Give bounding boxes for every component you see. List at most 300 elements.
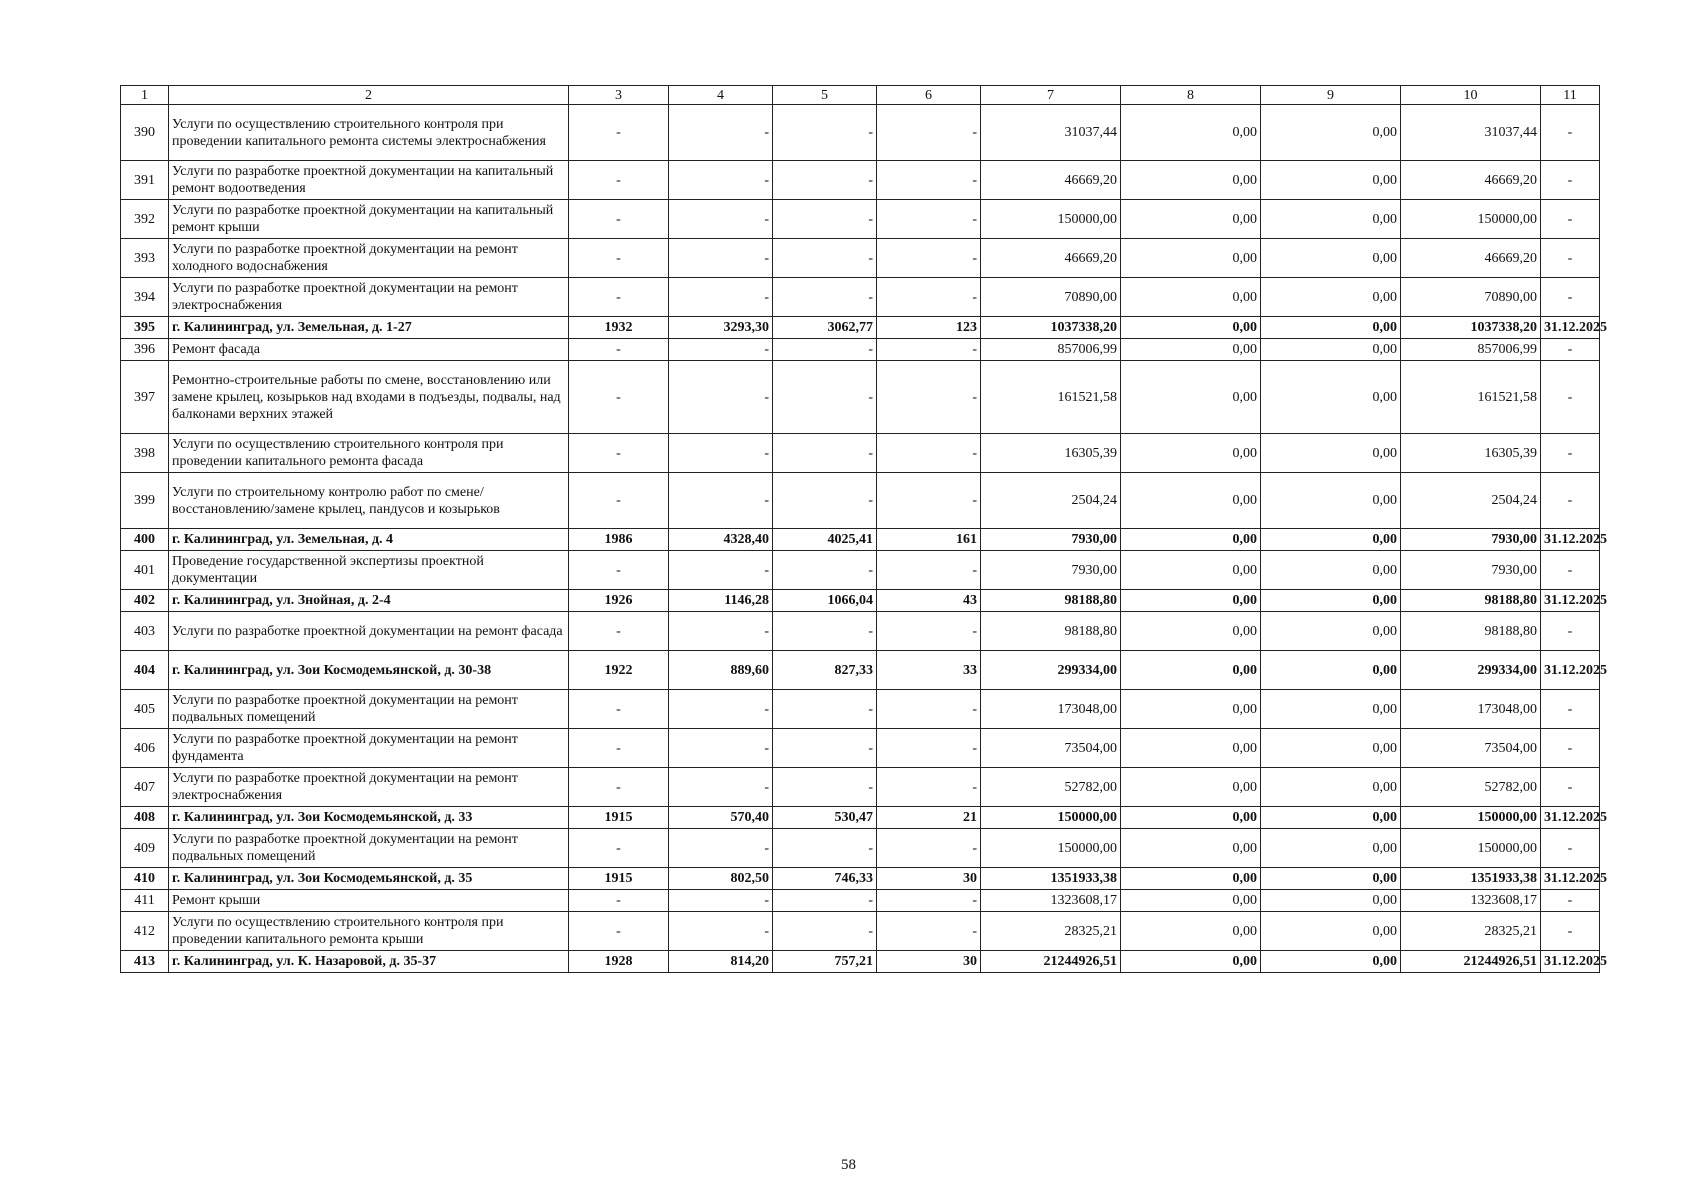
row-cost-col9: 0,00	[1261, 339, 1401, 361]
row-total-cost: 21244926,51	[981, 951, 1121, 973]
row-year: -	[569, 200, 669, 239]
row-year: -	[569, 473, 669, 529]
address-row	[121, 317, 1600, 339]
row-year: 1915	[569, 868, 669, 890]
row-cost-col9: 0,00	[1261, 590, 1401, 612]
row-description: Ремонт фасада	[169, 339, 569, 361]
row-residents: -	[877, 829, 981, 868]
row-number: 390	[121, 105, 169, 161]
row-total-area: -	[669, 890, 773, 912]
row-year: -	[569, 612, 669, 651]
row-deadline: -	[1541, 339, 1600, 361]
row-living-area: -	[773, 551, 877, 590]
row-living-area: -	[773, 768, 877, 807]
row-description: Услуги по разработке проектной документации на ремонт фундамента	[169, 729, 569, 768]
row-total-cost: 70890,00	[981, 278, 1121, 317]
row-deadline: -	[1541, 105, 1600, 161]
address-row	[121, 651, 1600, 690]
row-description: Услуги по разработке проектной документации на капитальный ремонт водоотведения	[169, 161, 569, 200]
row-deadline: -	[1541, 612, 1600, 651]
row-total-cost: 73504,00	[981, 729, 1121, 768]
row-cost-col9: 0,00	[1261, 105, 1401, 161]
row-cost-col9: 0,00	[1261, 690, 1401, 729]
row-cost-col9: 0,00	[1261, 829, 1401, 868]
row-living-area: -	[773, 434, 877, 473]
row-living-area: 4025,41	[773, 529, 877, 551]
row-year: -	[569, 278, 669, 317]
row-description: Услуги по строительному контролю работ по смене/восстановлению/замене крылец, пандусов и козырьков	[169, 473, 569, 529]
work-row	[121, 200, 1600, 239]
row-description: Услуги по осуществлению строительного контроля при проведении капитального ремонта системы электроснабжения	[169, 105, 569, 161]
row-total-area: -	[669, 768, 773, 807]
row-deadline: -	[1541, 729, 1600, 768]
row-residents: -	[877, 473, 981, 529]
row-deadline: 31.12.2025	[1541, 590, 1600, 612]
row-total-area: 570,40	[669, 807, 773, 829]
work-row	[121, 890, 1600, 912]
row-residents: -	[877, 690, 981, 729]
row-year: -	[569, 890, 669, 912]
row-deadline: -	[1541, 690, 1600, 729]
row-residents: 123	[877, 317, 981, 339]
row-cost-col9: 0,00	[1261, 729, 1401, 768]
column-header-6: 6	[877, 86, 981, 105]
work-row	[121, 729, 1600, 768]
row-cost-col9: 0,00	[1261, 951, 1401, 973]
row-residents: -	[877, 890, 981, 912]
row-description: Проведение государственной экспертизы проектной документации	[169, 551, 569, 590]
row-total-cost: 98188,80	[981, 612, 1121, 651]
row-number: 404	[121, 651, 169, 690]
work-row	[121, 551, 1600, 590]
work-row	[121, 161, 1600, 200]
row-description: Услуги по разработке проектной документации на ремонт электроснабжения	[169, 278, 569, 317]
column-header-8: 8	[1121, 86, 1261, 105]
work-row	[121, 105, 1600, 161]
row-cost-col10: 98188,80	[1401, 612, 1541, 651]
row-cost-col10: 857006,99	[1401, 339, 1541, 361]
row-description: Услуги по разработке проектной документации на ремонт подвальных помещений	[169, 829, 569, 868]
row-total-cost: 150000,00	[981, 829, 1121, 868]
row-number: 394	[121, 278, 169, 317]
row-cost-col8: 0,00	[1121, 690, 1261, 729]
row-deadline: 31.12.2025	[1541, 529, 1600, 551]
row-cost-col10: 1351933,38	[1401, 868, 1541, 890]
row-total-area: 814,20	[669, 951, 773, 973]
row-number: 408	[121, 807, 169, 829]
row-total-area: -	[669, 161, 773, 200]
address-row	[121, 951, 1600, 973]
row-cost-col8: 0,00	[1121, 868, 1261, 890]
row-total-area: -	[669, 729, 773, 768]
row-residents: 30	[877, 951, 981, 973]
row-cost-col10: 173048,00	[1401, 690, 1541, 729]
row-number: 409	[121, 829, 169, 868]
row-cost-col10: 299334,00	[1401, 651, 1541, 690]
row-description: Услуги по осуществлению строительного контроля при проведении капитального ремонта крыши	[169, 912, 569, 951]
row-cost-col8: 0,00	[1121, 239, 1261, 278]
row-cost-col8: 0,00	[1121, 829, 1261, 868]
work-row	[121, 768, 1600, 807]
row-deadline: -	[1541, 473, 1600, 529]
column-header-1: 1	[121, 86, 169, 105]
work-row	[121, 912, 1600, 951]
work-row	[121, 339, 1600, 361]
row-residents: -	[877, 105, 981, 161]
row-year: 1922	[569, 651, 669, 690]
row-living-area: -	[773, 729, 877, 768]
row-living-area: -	[773, 612, 877, 651]
row-description: г. Калининград, ул. Зои Космодемьянской, д. 35	[169, 868, 569, 890]
row-total-cost: 31037,44	[981, 105, 1121, 161]
row-number: 413	[121, 951, 169, 973]
row-cost-col8: 0,00	[1121, 551, 1261, 590]
row-year: -	[569, 434, 669, 473]
row-cost-col10: 70890,00	[1401, 278, 1541, 317]
row-cost-col8: 0,00	[1121, 807, 1261, 829]
row-living-area: -	[773, 690, 877, 729]
row-number: 403	[121, 612, 169, 651]
row-deadline: -	[1541, 278, 1600, 317]
row-total-area: -	[669, 339, 773, 361]
column-header-3: 3	[569, 86, 669, 105]
row-total-cost: 52782,00	[981, 768, 1121, 807]
column-header-10: 10	[1401, 86, 1541, 105]
row-cost-col9: 0,00	[1261, 551, 1401, 590]
row-description: Услуги по осуществлению строительного контроля при проведении капитального ремонта фасада	[169, 434, 569, 473]
row-cost-col8: 0,00	[1121, 529, 1261, 551]
work-row	[121, 239, 1600, 278]
row-deadline: -	[1541, 768, 1600, 807]
row-description: г. Калининград, ул. Зои Космодемьянской, д. 30-38	[169, 651, 569, 690]
row-cost-col9: 0,00	[1261, 807, 1401, 829]
row-total-area: -	[669, 690, 773, 729]
row-description: Ремонтно-строительные работы по смене, восстановлению или замене крылец, козырьков над входами в подъезды, подвалы, над балконами верхних этажей	[169, 361, 569, 434]
row-deadline: -	[1541, 829, 1600, 868]
row-residents: -	[877, 239, 981, 278]
row-number: 399	[121, 473, 169, 529]
work-row	[121, 473, 1600, 529]
row-cost-col9: 0,00	[1261, 473, 1401, 529]
work-row	[121, 361, 1600, 434]
row-total-cost: 46669,20	[981, 161, 1121, 200]
row-total-cost: 173048,00	[981, 690, 1121, 729]
row-total-cost: 1351933,38	[981, 868, 1121, 890]
work-row	[121, 690, 1600, 729]
row-living-area: -	[773, 278, 877, 317]
row-cost-col8: 0,00	[1121, 278, 1261, 317]
row-living-area: -	[773, 890, 877, 912]
column-header-4: 4	[669, 86, 773, 105]
row-year: -	[569, 339, 669, 361]
row-year: -	[569, 690, 669, 729]
row-living-area: 827,33	[773, 651, 877, 690]
row-residents: -	[877, 612, 981, 651]
row-cost-col10: 150000,00	[1401, 807, 1541, 829]
row-total-area: 802,50	[669, 868, 773, 890]
row-total-cost: 16305,39	[981, 434, 1121, 473]
row-number: 406	[121, 729, 169, 768]
row-cost-col8: 0,00	[1121, 951, 1261, 973]
row-cost-col10: 46669,20	[1401, 161, 1541, 200]
page-number: 58	[841, 1157, 856, 1173]
row-total-area: -	[669, 278, 773, 317]
row-cost-col8: 0,00	[1121, 473, 1261, 529]
row-living-area: -	[773, 200, 877, 239]
row-residents: -	[877, 768, 981, 807]
row-deadline: 31.12.2025	[1541, 951, 1600, 973]
row-total-area: -	[669, 612, 773, 651]
row-cost-col9: 0,00	[1261, 529, 1401, 551]
works-table	[120, 85, 1607, 973]
row-year: -	[569, 912, 669, 951]
column-number-row	[121, 86, 1600, 105]
column-header-7: 7	[981, 86, 1121, 105]
row-description: Ремонт крыши	[169, 890, 569, 912]
row-year: 1986	[569, 529, 669, 551]
row-deadline: -	[1541, 890, 1600, 912]
row-number: 411	[121, 890, 169, 912]
row-residents: -	[877, 551, 981, 590]
row-total-area: 4328,40	[669, 529, 773, 551]
row-number: 405	[121, 690, 169, 729]
row-deadline: -	[1541, 912, 1600, 951]
table-body	[121, 86, 1607, 973]
row-description: г. Калининград, ул. Земельная, д. 4	[169, 529, 569, 551]
row-cost-col8: 0,00	[1121, 729, 1261, 768]
row-number: 395	[121, 317, 169, 339]
row-residents: -	[877, 339, 981, 361]
address-row	[121, 868, 1600, 890]
row-number: 392	[121, 200, 169, 239]
row-total-area: -	[669, 912, 773, 951]
row-number: 401	[121, 551, 169, 590]
row-cost-col9: 0,00	[1261, 200, 1401, 239]
row-living-area: 1066,04	[773, 590, 877, 612]
row-total-cost: 1323608,17	[981, 890, 1121, 912]
row-cost-col8: 0,00	[1121, 768, 1261, 807]
row-year: -	[569, 729, 669, 768]
row-total-cost: 7930,00	[981, 551, 1121, 590]
row-total-cost: 150000,00	[981, 200, 1121, 239]
row-cost-col10: 52782,00	[1401, 768, 1541, 807]
row-living-area: -	[773, 239, 877, 278]
row-residents: -	[877, 729, 981, 768]
row-residents: -	[877, 361, 981, 434]
row-total-cost: 98188,80	[981, 590, 1121, 612]
row-total-area: 1146,28	[669, 590, 773, 612]
row-living-area: -	[773, 473, 877, 529]
row-cost-col8: 0,00	[1121, 434, 1261, 473]
row-number: 398	[121, 434, 169, 473]
row-cost-col10: 150000,00	[1401, 829, 1541, 868]
row-deadline: -	[1541, 551, 1600, 590]
row-year: -	[569, 551, 669, 590]
row-cost-col9: 0,00	[1261, 361, 1401, 434]
row-cost-col9: 0,00	[1261, 612, 1401, 651]
row-cost-col9: 0,00	[1261, 239, 1401, 278]
row-cost-col8: 0,00	[1121, 912, 1261, 951]
row-number: 391	[121, 161, 169, 200]
row-number: 410	[121, 868, 169, 890]
row-total-area: -	[669, 473, 773, 529]
row-cost-col9: 0,00	[1261, 890, 1401, 912]
column-header-5: 5	[773, 86, 877, 105]
row-cost-col10: 31037,44	[1401, 105, 1541, 161]
row-description: Услуги по разработке проектной документации на ремонт электроснабжения	[169, 768, 569, 807]
row-cost-col9: 0,00	[1261, 434, 1401, 473]
row-year: -	[569, 105, 669, 161]
row-year: -	[569, 361, 669, 434]
row-total-area: -	[669, 239, 773, 278]
row-year: -	[569, 239, 669, 278]
row-residents: -	[877, 912, 981, 951]
row-total-cost: 7930,00	[981, 529, 1121, 551]
row-cost-col10: 1037338,20	[1401, 317, 1541, 339]
row-total-cost: 857006,99	[981, 339, 1121, 361]
row-total-area: -	[669, 434, 773, 473]
row-deadline: -	[1541, 434, 1600, 473]
row-living-area: 3062,77	[773, 317, 877, 339]
row-cost-col10: 28325,21	[1401, 912, 1541, 951]
row-cost-col10: 73504,00	[1401, 729, 1541, 768]
row-cost-col10: 98188,80	[1401, 590, 1541, 612]
address-row	[121, 590, 1600, 612]
row-description: Услуги по разработке проектной документации на ремонт подвальных помещений	[169, 690, 569, 729]
row-cost-col10: 21244926,51	[1401, 951, 1541, 973]
row-year: 1932	[569, 317, 669, 339]
row-total-cost: 161521,58	[981, 361, 1121, 434]
work-row	[121, 829, 1600, 868]
row-cost-col10: 1323608,17	[1401, 890, 1541, 912]
row-cost-col10: 161521,58	[1401, 361, 1541, 434]
row-number: 396	[121, 339, 169, 361]
row-deadline: 31.12.2025	[1541, 651, 1600, 690]
row-cost-col9: 0,00	[1261, 868, 1401, 890]
row-residents: -	[877, 278, 981, 317]
row-year: 1926	[569, 590, 669, 612]
row-total-area: -	[669, 551, 773, 590]
address-row	[121, 807, 1600, 829]
row-living-area: -	[773, 339, 877, 361]
row-total-area: -	[669, 829, 773, 868]
row-living-area: 746,33	[773, 868, 877, 890]
row-cost-col8: 0,00	[1121, 361, 1261, 434]
row-cost-col8: 0,00	[1121, 317, 1261, 339]
row-cost-col8: 0,00	[1121, 651, 1261, 690]
row-cost-col8: 0,00	[1121, 590, 1261, 612]
row-number: 412	[121, 912, 169, 951]
row-total-area: 889,60	[669, 651, 773, 690]
row-number: 400	[121, 529, 169, 551]
row-cost-col10: 7930,00	[1401, 551, 1541, 590]
row-deadline: 31.12.2025	[1541, 807, 1600, 829]
row-total-cost: 1037338,20	[981, 317, 1121, 339]
row-deadline: -	[1541, 161, 1600, 200]
row-year: 1915	[569, 807, 669, 829]
row-residents: 33	[877, 651, 981, 690]
row-cost-col8: 0,00	[1121, 161, 1261, 200]
row-year: 1928	[569, 951, 669, 973]
row-total-cost: 299334,00	[981, 651, 1121, 690]
work-row	[121, 612, 1600, 651]
row-deadline: 31.12.2025	[1541, 317, 1600, 339]
row-number: 393	[121, 239, 169, 278]
row-description: г. Калининград, ул. К. Назаровой, д. 35-37	[169, 951, 569, 973]
row-cost-col9: 0,00	[1261, 161, 1401, 200]
row-year: -	[569, 161, 669, 200]
row-cost-col8: 0,00	[1121, 612, 1261, 651]
row-cost-col9: 0,00	[1261, 317, 1401, 339]
row-description: Услуги по разработке проектной документации на капитальный ремонт крыши	[169, 200, 569, 239]
row-cost-col8: 0,00	[1121, 105, 1261, 161]
row-deadline: 31.12.2025	[1541, 868, 1600, 890]
row-cost-col8: 0,00	[1121, 890, 1261, 912]
row-living-area: 757,21	[773, 951, 877, 973]
row-total-area: -	[669, 105, 773, 161]
row-residents: -	[877, 200, 981, 239]
row-number: 402	[121, 590, 169, 612]
row-total-area: 3293,30	[669, 317, 773, 339]
row-deadline: -	[1541, 239, 1600, 278]
row-cost-col8: 0,00	[1121, 339, 1261, 361]
column-header-9: 9	[1261, 86, 1401, 105]
work-row	[121, 278, 1600, 317]
row-residents: -	[877, 161, 981, 200]
row-deadline: -	[1541, 200, 1600, 239]
row-residents: 30	[877, 868, 981, 890]
row-cost-col10: 16305,39	[1401, 434, 1541, 473]
address-row	[121, 529, 1600, 551]
work-row	[121, 434, 1600, 473]
row-description: Услуги по разработке проектной документации на ремонт холодного водоснабжения	[169, 239, 569, 278]
row-residents: 43	[877, 590, 981, 612]
row-residents: -	[877, 434, 981, 473]
row-living-area: -	[773, 361, 877, 434]
row-cost-col9: 0,00	[1261, 768, 1401, 807]
row-residents: 161	[877, 529, 981, 551]
row-living-area: 530,47	[773, 807, 877, 829]
row-cost-col10: 46669,20	[1401, 239, 1541, 278]
row-total-area: -	[669, 200, 773, 239]
row-description: г. Калининград, ул. Знойная, д. 2-4	[169, 590, 569, 612]
row-total-cost: 28325,21	[981, 912, 1121, 951]
row-cost-col8: 0,00	[1121, 200, 1261, 239]
row-number: 397	[121, 361, 169, 434]
column-header-2: 2	[169, 86, 569, 105]
row-cost-col9: 0,00	[1261, 651, 1401, 690]
row-description: Услуги по разработке проектной документации на ремонт фасада	[169, 612, 569, 651]
row-deadline: -	[1541, 361, 1600, 434]
row-cost-col10: 2504,24	[1401, 473, 1541, 529]
row-description: г. Калининград, ул. Земельная, д. 1-27	[169, 317, 569, 339]
row-description: г. Калининград, ул. Зои Космодемьянской, д. 33	[169, 807, 569, 829]
row-number: 407	[121, 768, 169, 807]
row-year: -	[569, 768, 669, 807]
row-residents: 21	[877, 807, 981, 829]
row-total-cost: 46669,20	[981, 239, 1121, 278]
row-cost-col9: 0,00	[1261, 278, 1401, 317]
row-cost-col9: 0,00	[1261, 912, 1401, 951]
row-living-area: -	[773, 912, 877, 951]
row-cost-col10: 150000,00	[1401, 200, 1541, 239]
row-cost-col10: 7930,00	[1401, 529, 1541, 551]
row-living-area: -	[773, 105, 877, 161]
row-total-cost: 150000,00	[981, 807, 1121, 829]
row-total-cost: 2504,24	[981, 473, 1121, 529]
row-year: -	[569, 829, 669, 868]
row-total-area: -	[669, 361, 773, 434]
